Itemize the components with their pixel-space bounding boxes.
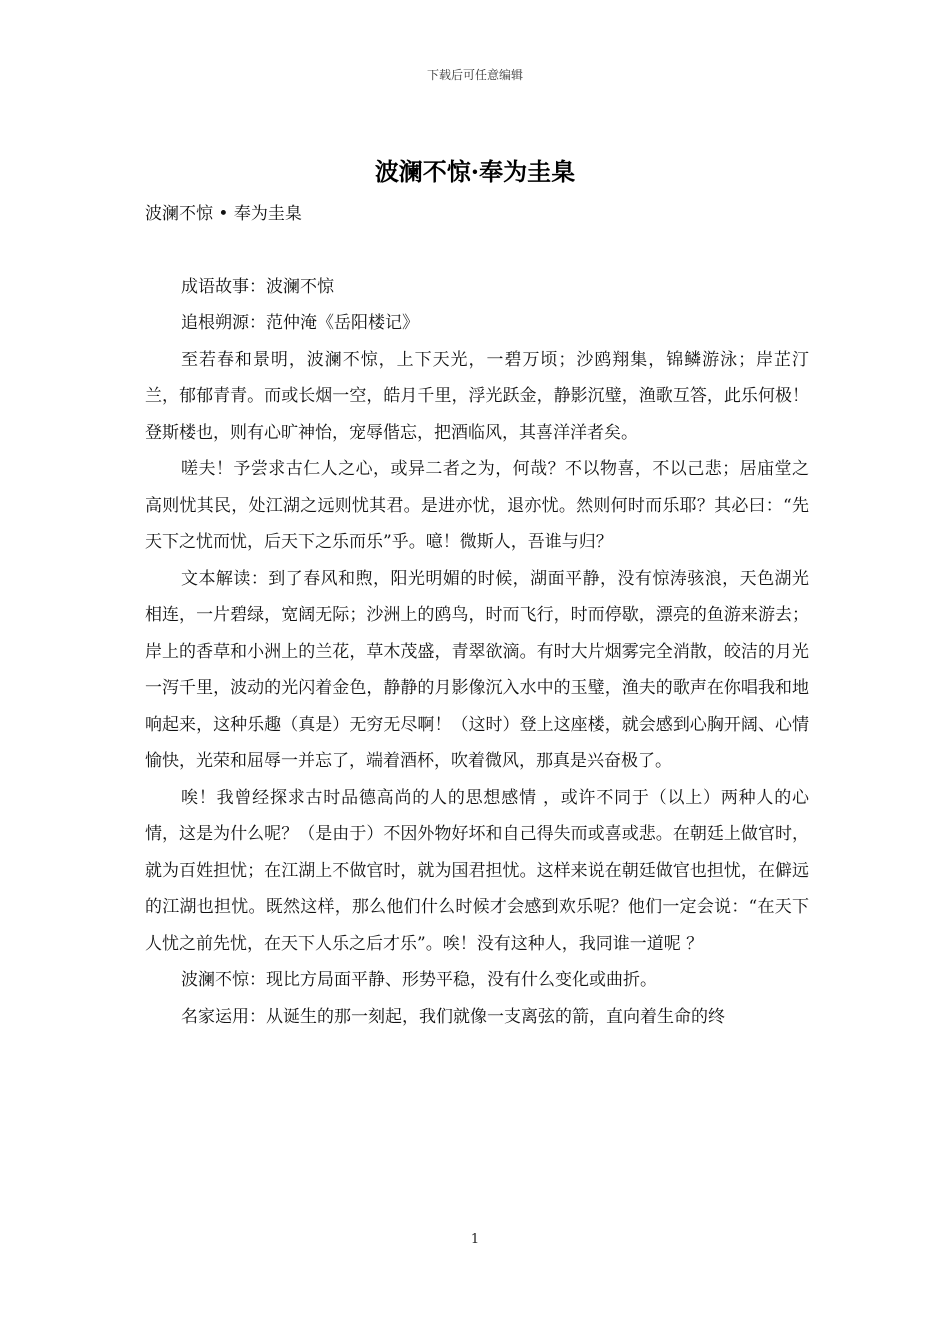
document-subtitle: 波澜不惊 • 奉为圭臬 — [145, 204, 302, 224]
paragraph-interpretation-1: 文本解读：到了春风和煦，阳光明媚的时候，湖面平静，没有惊涛骇浪，天色湖光相连，一片碧绿，宽阔无际；沙洲上的鸥鸟，时而飞行，时而停歇，漂亮的鱼游来游去；岸上的香草和小洲上的兰花，草木茂盛，青翠欲滴。有时大片烟雾完全消散，皎洁的月光一泻千里，波动的光闪着金色，静静的月影像沉入水中的玉璧，渔夫的歌声在你唱我和地响起来，这种乐趣（真是）无穷无尽啊！（这时）登上这座楼，就会感到心胸开阔、心情愉快，光荣和屈辱一并忘了，端着酒杯，吹着微风，那真是兴奋极了。 — [145, 568, 809, 771]
paragraph-interpretation-2: 唉！我曾经探求古时品德高尚的人的思想感情 ，或许不同于（以上）两种人的心情，这是为什么呢？（是由于）不因外物好坏和自己得失而或喜或悲。在朝廷上做官时，就为百姓担忧；在江湖上不做官时，就为国君担忧。这样来说在朝廷做官也担忧，在僻远的江湖也担忧。既然这样，那么他们什么时候才会感到欢乐呢？他们一定会说：“在天下人忧之前先忧，在天下人乐之后才乐”。唉！没有这种人，我同谁一道呢 ？ — [145, 787, 809, 954]
document-title: 波澜不惊·奉为圭臬 — [374, 157, 576, 186]
paragraph-meaning: 波澜不惊：现比方局面平静、形势平稳，没有什么变化或曲折。 — [181, 970, 657, 990]
paragraph-original-text-2: 嗟夫！予尝求古仁人之心，或异二者之为，何哉？不以物喜，不以己悲；居庙堂之高则忧其民，处江湖之远则忧其君。是进亦忧，退亦忧。然则何时而乐耶？其必曰：“先天下之忧而忧，后天下之乐而乐”乎。噫！微斯人，吾谁与归？ — [145, 459, 809, 552]
page-header-note: 下载后可任意编辑 — [426, 68, 523, 82]
page-number: 1 — [470, 1232, 480, 1247]
paragraph-original-text-1: 至若春和景明，波澜不惊，上下天光，一碧万顷；沙鸥翔集，锦鳞游泳；岸芷汀兰，郁郁青青。而或长烟一空，皓月千里，浮光跃金，静影沉璧，渔歌互答，此乐何极！登斯楼也，则有心旷神怡，宠辱偕忘，把酒临风，其喜洋洋者矣。 — [145, 349, 809, 443]
paragraph-idiom-story: 成语故事：波澜不惊 — [181, 276, 334, 297]
paragraph-source: 追根朔源：范仲淹《岳阳楼记》 — [181, 313, 419, 333]
paragraph-usage: 名家运用：从诞生的那一刻起，我们就像一支离弦的箭，直向着生命的终 — [181, 1006, 725, 1027]
document-body — [145, 196, 809, 1035]
